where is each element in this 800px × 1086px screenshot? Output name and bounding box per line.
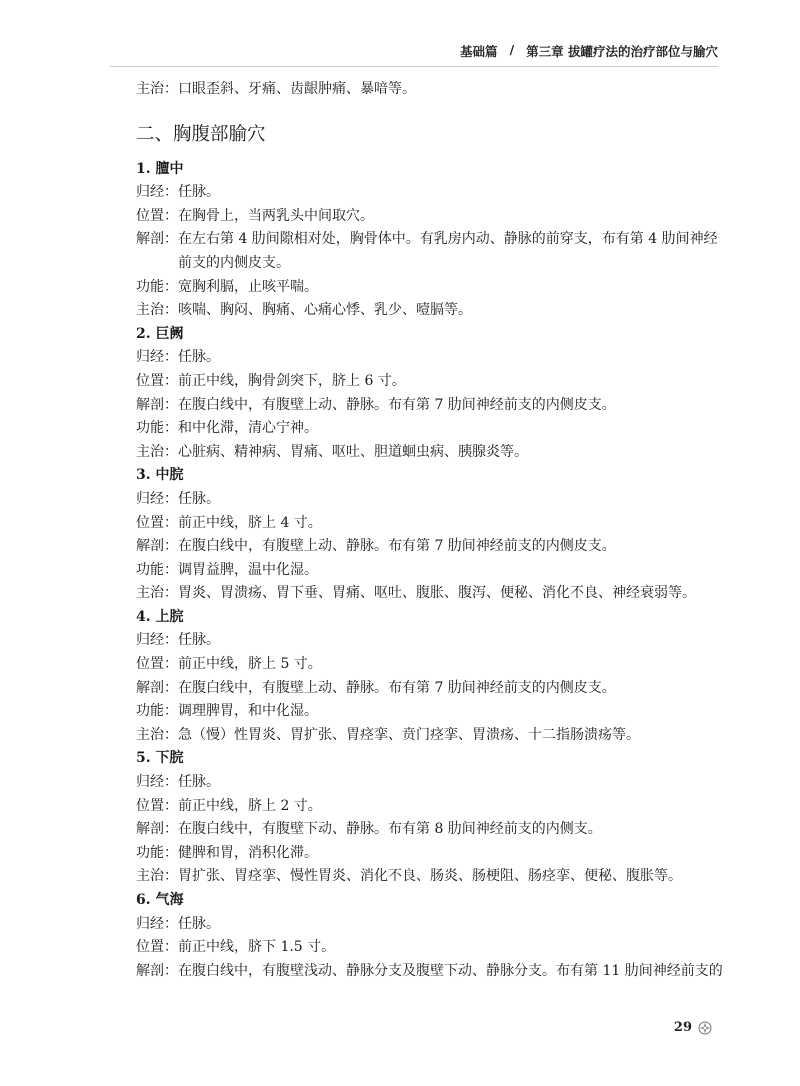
field-text: 前正中线，胸骨剑突下，脐上 6 寸。 xyxy=(178,372,406,389)
acupoint-entry xyxy=(136,606,728,748)
page-content xyxy=(136,78,728,983)
field-label: 功能： xyxy=(136,703,178,720)
acupoint-field xyxy=(136,653,728,677)
field-text: 任脉。 xyxy=(178,632,220,649)
field-text: 调胃益脾，温中化湿。 xyxy=(178,561,318,578)
field-text: 急（慢）性胃炎、胃扩张、胃痉挛、贲门痉挛、胃溃疡、十二指肠溃疡等。 xyxy=(178,726,640,743)
field-text: 在腹白线中，有腹壁下动、静脉。布有第 8 肋间神经前支的内侧支。 xyxy=(178,821,602,838)
field-label: 功能： xyxy=(136,420,178,437)
acupoint-title: 2. 巨阙 xyxy=(136,325,184,342)
field-label: 解剖： xyxy=(136,962,178,979)
field-label: 归经： xyxy=(136,774,178,791)
field-label: 位置： xyxy=(136,372,178,389)
field-label: 解剖： xyxy=(136,396,178,413)
field-label: 解剖： xyxy=(136,821,178,838)
field-label: 归经： xyxy=(136,915,178,932)
field-text: 任脉。 xyxy=(178,915,220,932)
field-label: 归经： xyxy=(136,490,178,507)
field-label: 归经： xyxy=(136,184,178,201)
field-text: 前正中线，脐上 5 寸。 xyxy=(178,656,322,673)
acupoint-title: 3. 中脘 xyxy=(136,467,184,484)
acupoint-field xyxy=(136,700,728,724)
acupoint-field xyxy=(136,512,728,536)
intro-line xyxy=(136,78,728,102)
field-label: 主治： xyxy=(136,443,178,460)
header-separator: / xyxy=(509,42,515,57)
field-label: 功能： xyxy=(136,278,178,295)
field-text: 口眼歪斜、牙痛、齿龈肿痛、暴喑等。 xyxy=(178,81,416,97)
acupoint-field xyxy=(136,913,728,937)
acupoint-title: 1. 膻中 xyxy=(136,160,184,177)
field-text: 调理脾胃，和中化湿。 xyxy=(178,703,318,720)
field-label: 主治： xyxy=(136,868,178,885)
header-part: 基础篇 xyxy=(460,44,498,59)
field-label: 位置： xyxy=(136,797,178,814)
field-label: 解剖： xyxy=(136,231,178,248)
acupoint-field xyxy=(136,205,728,229)
acupoint-field xyxy=(136,677,728,701)
field-label: 归经： xyxy=(136,349,178,366)
acupoint-entry xyxy=(136,323,728,465)
field-label: 主治： xyxy=(136,302,178,319)
acupoint-field xyxy=(136,818,728,842)
acupoint-entry xyxy=(136,464,728,606)
acupoint-title: 5. 下脘 xyxy=(136,750,184,767)
field-label: 解剖： xyxy=(136,538,178,555)
field-text: 胃扩张、胃痉挛、慢性胃炎、消化不良、肠炎、肠梗阻、肠痉挛、便秘、腹胀等。 xyxy=(178,868,682,885)
acupoint-field xyxy=(136,441,728,465)
field-text: 任脉。 xyxy=(178,184,220,201)
acupoint-field xyxy=(136,488,728,512)
field-label: 功能： xyxy=(136,844,178,861)
field-label: 主治： xyxy=(136,81,178,97)
field-text: 心脏病、精神病、胃痛、呕吐、胆道蛔虫病、胰腺炎等。 xyxy=(178,443,528,460)
field-label: 主治： xyxy=(136,585,178,602)
field-text: 前正中线，脐下 1.5 寸。 xyxy=(178,939,336,956)
acupoint-field xyxy=(136,535,728,559)
acupoint-field xyxy=(136,771,728,795)
field-label: 解剖： xyxy=(136,679,178,696)
field-label: 主治： xyxy=(136,726,178,743)
acupoint-title: 4. 上脘 xyxy=(136,608,184,625)
field-text: 任脉。 xyxy=(178,774,220,791)
field-text: 前正中线，脐上 4 寸。 xyxy=(178,514,322,531)
acupoint-field xyxy=(136,865,728,889)
field-label: 位置： xyxy=(136,207,178,224)
acupoint-field xyxy=(136,181,728,205)
acupoint-field xyxy=(136,629,728,653)
page-number: 29 xyxy=(673,1020,692,1035)
acupoint-field xyxy=(136,346,728,370)
field-label: 位置： xyxy=(136,514,178,531)
acupoint-field xyxy=(136,582,728,606)
acupoint-field xyxy=(136,417,728,441)
acupoint-field xyxy=(136,394,728,418)
acupoint-list xyxy=(136,158,728,984)
field-label: 归经： xyxy=(136,632,178,649)
acupoint-field xyxy=(136,276,728,300)
field-text: 胃炎、胃溃疡、胃下垂、胃痛、呕吐、腹胀、腹泻、便秘、消化不良、神经衰弱等。 xyxy=(178,585,696,602)
field-text: 在腹白线中，有腹壁上动、静脉。布有第 7 肋间神经前支的内侧皮支。 xyxy=(178,538,616,555)
acupoint-field xyxy=(136,370,728,394)
acupoint-title: 6. 气海 xyxy=(136,892,184,908)
acupoint-entry xyxy=(136,158,728,323)
running-header xyxy=(460,42,718,60)
acupoint-entry xyxy=(136,889,728,983)
acupoint-field xyxy=(136,559,728,583)
field-text: 在腹白线中，有腹壁浅动、静脉分支及腹壁下动、静脉分支。布有第 11 肋间神经前支的 xyxy=(178,962,723,979)
acupoint-field xyxy=(136,228,728,275)
acupoint-field xyxy=(136,299,728,323)
field-label: 位置： xyxy=(136,939,178,956)
field-text: 在左右第 4 肋间隙相对处，胸骨体中。有乳房内动、静脉的前穿支，布有第 4 肋间神经前支的内侧皮支。 xyxy=(178,231,718,271)
field-text: 在腹白线中，有腹壁上动、静脉。布有第 7 肋间神经前支的内侧皮支。 xyxy=(178,396,616,413)
field-text: 任脉。 xyxy=(178,490,220,507)
field-text: 前正中线，脐上 2 寸。 xyxy=(178,797,322,814)
field-text: 和中化滞，清心宁神。 xyxy=(178,420,318,437)
flower-ornament-icon xyxy=(698,1021,712,1035)
acupoint-field xyxy=(136,936,728,960)
acupoint-field xyxy=(136,724,728,748)
acupoint-entry xyxy=(136,747,728,889)
header-chapter: 第三章 拔罐疗法的治疗部位与腧穴 xyxy=(526,44,718,59)
field-label: 功能： xyxy=(136,561,178,578)
acupoint-field xyxy=(136,960,728,984)
field-text: 咳喘、胸闷、胸痛、心痛心悸、乳少、噎膈等。 xyxy=(178,302,472,319)
section-title: 二、胸腹部腧穴 xyxy=(136,123,266,145)
page-footer xyxy=(674,1020,712,1035)
acupoint-field xyxy=(136,795,728,819)
field-text: 健脾和胃，消积化滞。 xyxy=(178,844,318,861)
acupoint-field xyxy=(136,842,728,866)
field-text: 在腹白线中，有腹壁上动、静脉。布有第 7 肋间神经前支的内侧皮支。 xyxy=(178,679,616,696)
field-text: 宽胸利膈，止咳平喘。 xyxy=(178,278,318,295)
header-rule xyxy=(110,66,718,67)
field-text: 任脉。 xyxy=(178,349,220,366)
field-label: 位置： xyxy=(136,656,178,673)
field-text: 在胸骨上，当两乳头中间取穴。 xyxy=(178,207,374,224)
